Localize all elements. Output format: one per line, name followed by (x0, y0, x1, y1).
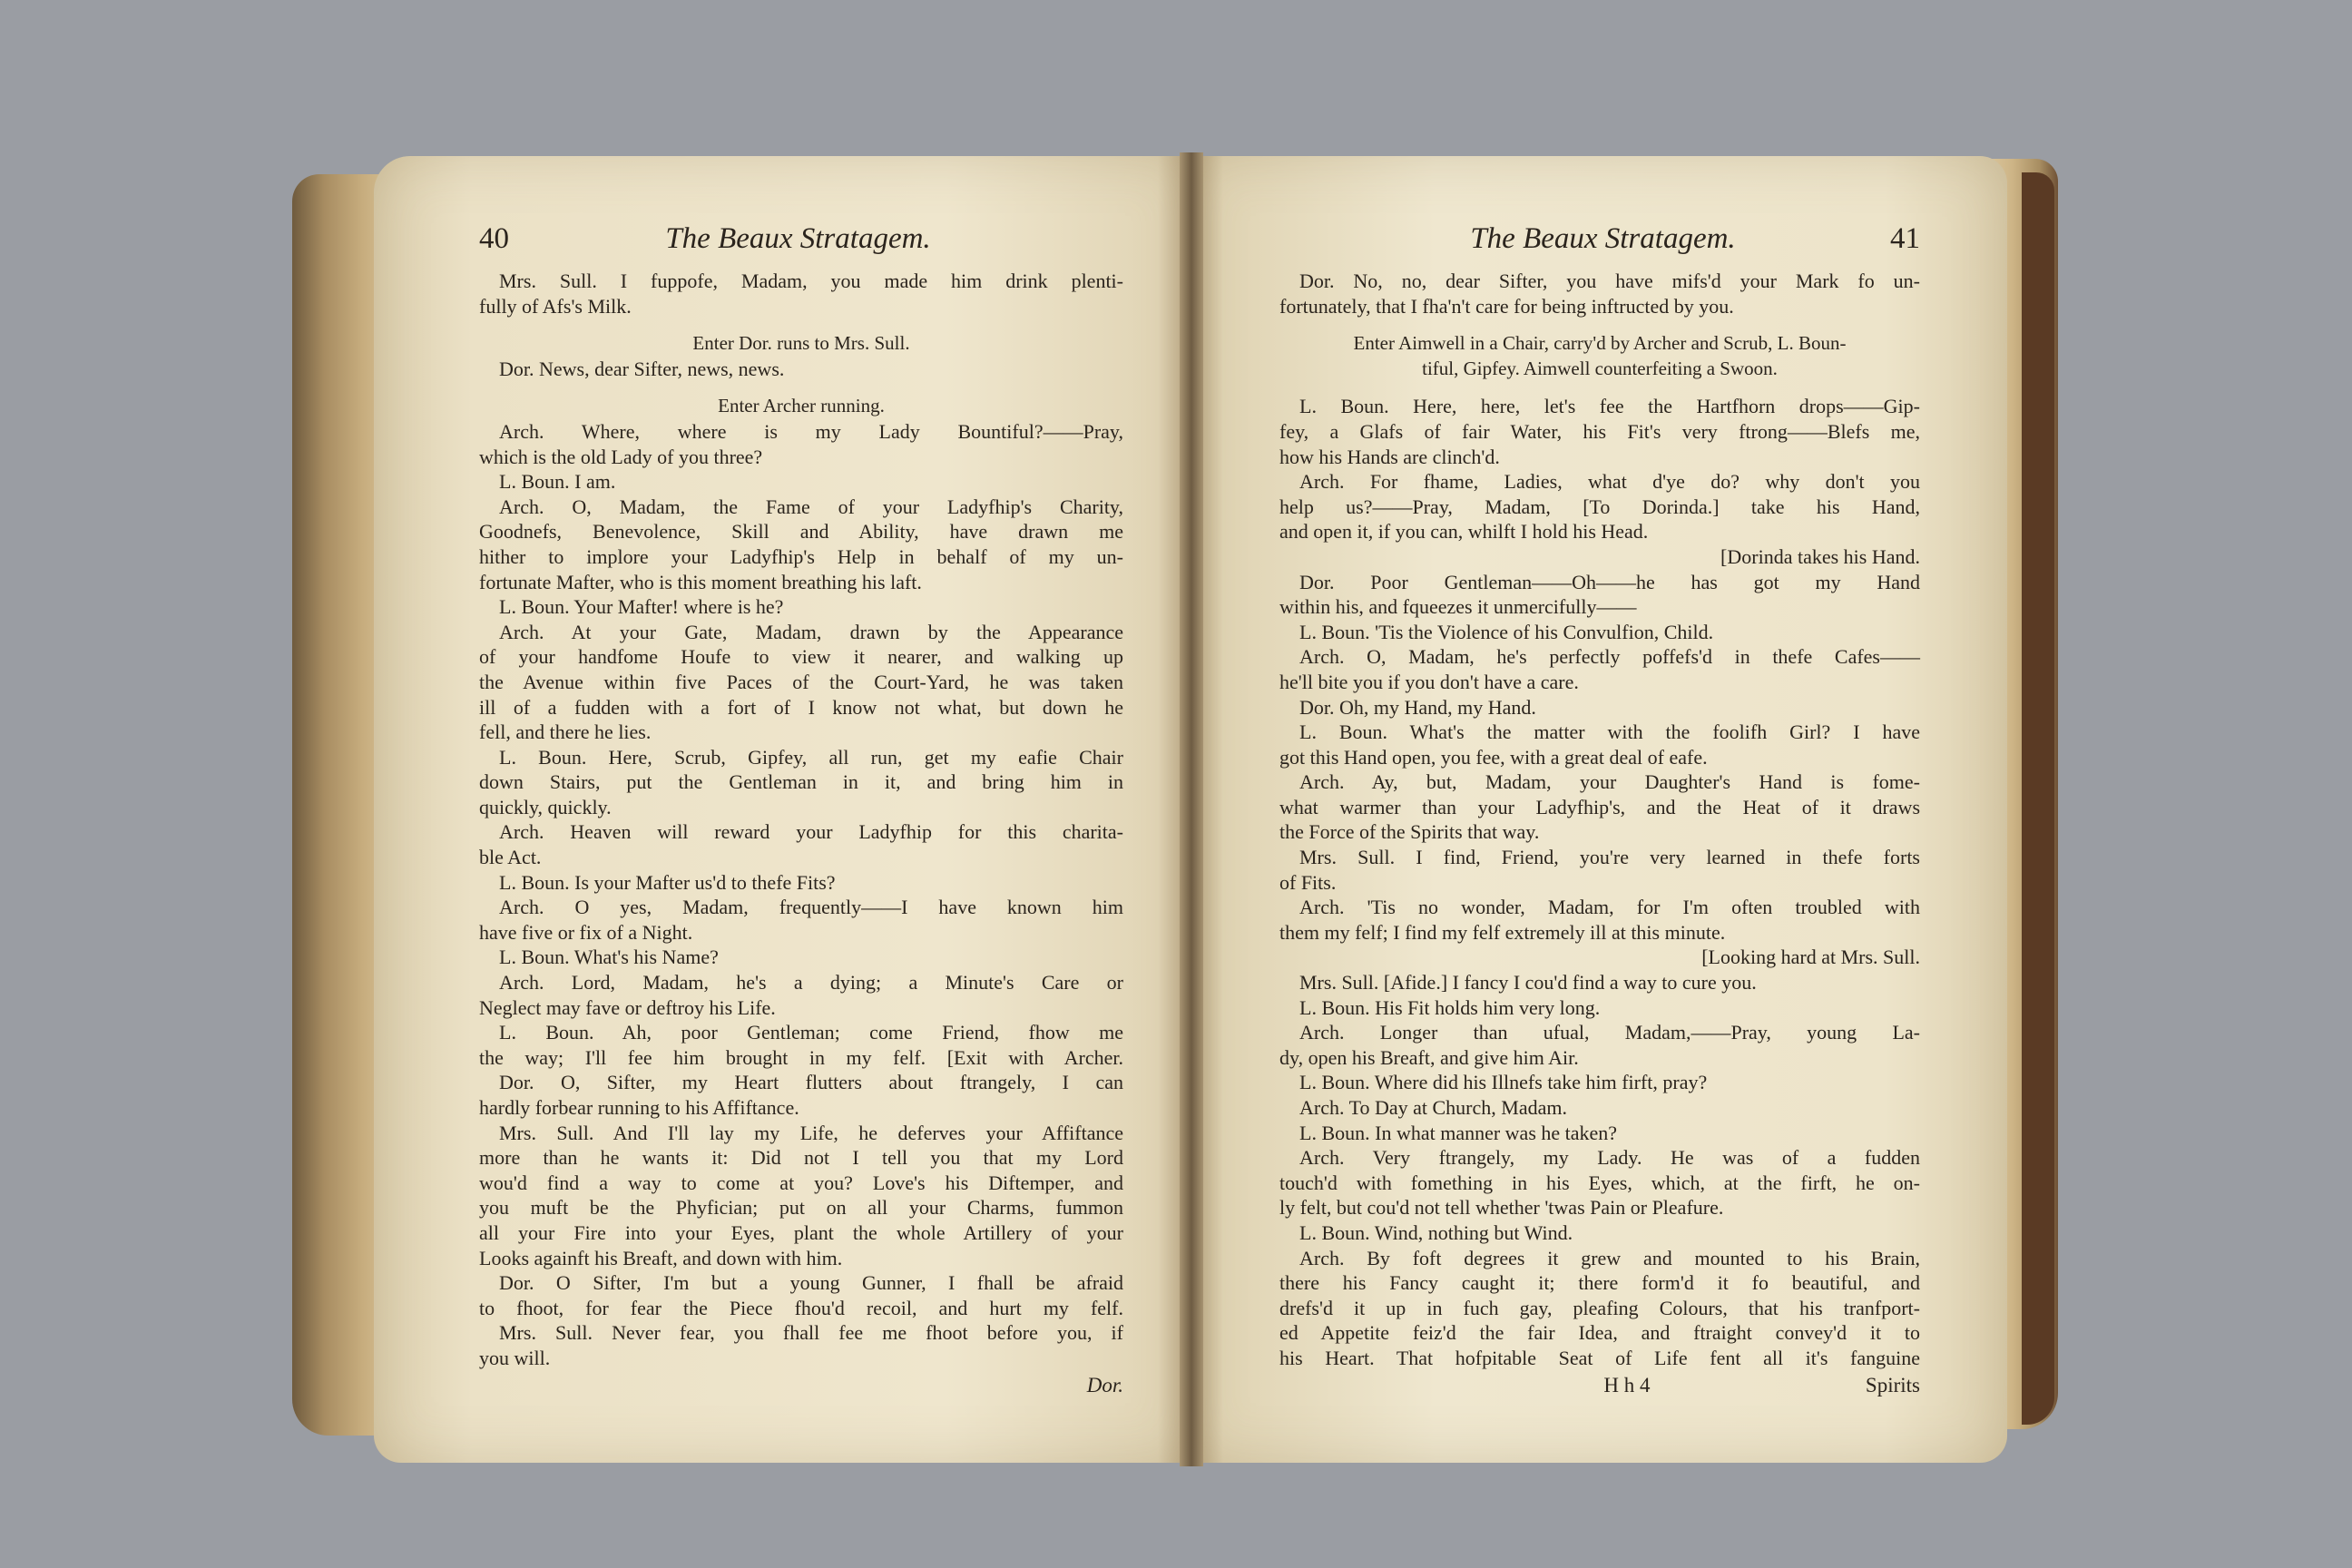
page-number: 41 (1889, 222, 1920, 255)
text-line: Mrs. Sull. I fuppofe, Madam, you made him drink plenti- (499, 270, 1123, 292)
text-line: hither to implore your Ladyfhip's Help in behalf of my un- (479, 544, 1123, 568)
text-line: L. Boun. Here, Scrub, Gipfey, all run, get my eafie Chair (499, 745, 1123, 769)
text-line: L. Boun. I am. (499, 470, 616, 494)
text-line: he'll bite you if you don't have a care. (1279, 670, 1579, 693)
text-line: L. Boun. 'Tis the Violence of his Convulfion, Child. (1299, 620, 1714, 643)
text-line: Arch. For fhame, Ladies, what d'ye do? why don't you (1299, 470, 1920, 494)
text-line: of your handfome Houfe to view it nearer, and walking up (479, 645, 1123, 669)
text-line: fully of Afs's Milk. (479, 294, 632, 318)
text-line: Arch. Where, where is my Lady Bountiful?——Pray, (499, 419, 1123, 443)
text-line: you will. (479, 1346, 551, 1369)
text-line: Dor. O, Sifter, my Heart flutters about ftrangely, I can (499, 1071, 1123, 1094)
text-line: quickly, quickly. (479, 795, 612, 818)
text-line: Arch. At your Gate, Madam, drawn by the Appearance (499, 620, 1123, 643)
text-line: fey, a Glafs of fair Water, his Fit's very ftrong——Blefs me, (1279, 419, 1920, 443)
signature-mark: H h 4 (1603, 1373, 1651, 1396)
book-gutter (1180, 152, 1203, 1466)
text-line: L. Boun. Wind, nothing but Wind. (1299, 1220, 1573, 1244)
text-line: down Stairs, put the Gentleman in it, and bring him in (479, 770, 1123, 794)
text-line: L. Boun. What's the matter with the foolifh Girl? I have (1299, 720, 1920, 744)
text-line: drefs'd it up in fuch gay, pleafing Colours, that his tranfport- (1279, 1296, 1920, 1319)
text-line: L. Boun. Is your Mafter us'd to thefe Fits? (499, 870, 836, 894)
text-line: fell, and there he lies. (479, 720, 652, 744)
text-line: Mrs. Sull. [Afide.] I fancy I cou'd find a way to cure you. (1299, 971, 1757, 995)
right-page-text (1279, 222, 1920, 1397)
text-line: [Looking hard at Mrs. Sull. (1701, 946, 1920, 969)
left-page-text (479, 222, 1123, 1397)
text-line: wou'd find a way to come at you? Love's his Diftemper, and (479, 1171, 1123, 1194)
text-line: Arch. To Day at Church, Madam. (1299, 1096, 1567, 1119)
left-page-footer (479, 1373, 1123, 1398)
text-line: L. Boun. Your Mafter! where is he? (499, 595, 784, 619)
catchword: Spirits (1865, 1373, 1920, 1396)
text-line: L. Boun. Here, here, let's fee the Hartfhorn drops——Gip- (1299, 395, 1920, 418)
text-line: got this Hand open, you fee, with a great deal of eafe. (1279, 745, 1708, 769)
text-line: fortunate Mafter, who is this moment breathing his laft. (479, 570, 922, 593)
text-line: L. Boun. His Fit holds him very long. (1299, 995, 1601, 1019)
text-line: Arch. O, Madam, he's perfectly poffefs'd in thefe Cafes—— (1299, 645, 1920, 669)
left-page-header (479, 222, 1123, 263)
text-line: you muft be the Phyfician; put on all your Charms, fummon (479, 1196, 1123, 1220)
text-line: fortunately, that I fha'n't care for being inftructed by you. (1279, 294, 1734, 318)
text-line: L. Boun. Ah, poor Gentleman; come Friend, fhow me (499, 1021, 1123, 1044)
text-line: [Dorinda takes his Hand. (1720, 544, 1920, 568)
line-gap (1279, 318, 1920, 331)
text-line: Dor. O Sifter, I'm but a young Gunner, I fhall be afraid (499, 1271, 1123, 1295)
text-line: his Heart. That hofpitable Seat of Life fent all it's fanguine (1279, 1346, 1920, 1369)
text-line: Dor. Poor Gentleman——Oh——he has got my Hand (1299, 570, 1920, 593)
text-line: Arch. By foft degrees it grew and mounted to his Brain, (1299, 1246, 1920, 1269)
page-number: 40 (479, 222, 509, 255)
text-line: of Fits. (1279, 870, 1337, 894)
text-line: Arch. Very ftrangely, my Lady. He was of a fudden (1299, 1146, 1920, 1170)
running-title: The Beaux Stratagem. (1470, 222, 1736, 255)
text-line: tiful, Gipfey. Aimwell counterfeiting a Swoon. (1422, 357, 1778, 379)
text-line: within his, and fqueezes it unmercifully—— (1279, 595, 1637, 619)
text-line: L. Boun. What's his Name? (499, 946, 719, 969)
text-line: Arch. Heaven will reward your Ladyfhip for this charita- (499, 820, 1123, 844)
text-line: Dor. No, no, dear Sifter, you have mifs'd your Mark fo un- (1299, 270, 1920, 292)
text-line: have five or fix of a Night. (479, 920, 693, 944)
text-line: ble Act. (479, 846, 542, 869)
text-line: Dor. Oh, my Hand, my Hand. (1299, 695, 1536, 719)
line-gap (479, 381, 1123, 394)
text-line: Arch. Ay, but, Madam, your Daughter's Hand is fome- (1299, 770, 1920, 794)
text-line: them my felf; I find my felf extremely ill at this minute. (1279, 920, 1726, 944)
text-line: to fhoot, for fear the Piece fhou'd recoil, and hurt my felf. (479, 1296, 1123, 1319)
right-page-header (1279, 222, 1920, 263)
book-cover-edge (2022, 172, 2054, 1425)
text-line: Arch. O yes, Madam, frequently——I have known him (499, 896, 1123, 919)
text-line: more than he wants it: Did not I tell you that my Lord (479, 1146, 1123, 1170)
text-line: the way; I'll fee him brought in my felf. [Exit with Archer. (479, 1045, 1123, 1069)
text-line: ill of a fudden with a fort of I know not what, but down he (479, 695, 1123, 719)
text-line: and open it, if you can, whilft I hold his Head. (1279, 520, 1649, 544)
text-line: Mrs. Sull. And I'll lay my Life, he deferves your Affiftance (499, 1121, 1123, 1144)
text-line: help us?——Pray, Madam, [To Dorinda.] take his Hand, (1279, 495, 1920, 518)
text-line: ed Appetite feiz'd the fair Idea, and ftraight convey'd it to (1279, 1321, 1920, 1345)
text-line: the Force of the Spirits that way. (1279, 820, 1540, 844)
line-gap (1279, 381, 1920, 394)
text-line: Enter Dor. runs to Mrs. Sull. (692, 332, 910, 355)
text-line: Dor. News, dear Sifter, news, news. (499, 357, 785, 380)
text-line: hardly forbear running to his Affiftance. (479, 1096, 799, 1119)
text-line: Mrs. Sull. I find, Friend, you're very learned in thefe forts (1299, 846, 1920, 869)
text-line: dy, open his Breaft, and give him Air. (1279, 1045, 1579, 1069)
text-line: the Avenue within five Paces of the Court-Yard, he was taken (479, 670, 1123, 693)
text-line: Looks againft his Breaft, and down with him. (479, 1246, 843, 1269)
line-gap (479, 318, 1123, 331)
text-line: Mrs. Sull. Never fear, you fhall fee me fhoot before you, if (499, 1321, 1123, 1345)
text-line: Arch. 'Tis no wonder, Madam, for I'm often troubled with (1299, 896, 1920, 919)
text-line: Arch. Lord, Madam, he's a dying; a Minute's Care or (499, 971, 1123, 995)
text-line: Neglect may fave or deftroy his Life. (479, 995, 776, 1019)
text-line: ly felt, but cou'd not tell whether 'twas Pain or Pleafure. (1279, 1196, 1724, 1220)
right-page-footer (1279, 1373, 1920, 1398)
text-line: all your Fire into your Eyes, plant the whole Artillery of your (479, 1220, 1123, 1244)
text-line: L. Boun. Where did his Illnefs take him firft, pray? (1299, 1071, 1708, 1094)
text-line: Enter Archer running. (718, 395, 885, 417)
text-line: L. Boun. In what manner was he taken? (1299, 1121, 1618, 1144)
catchword: Dor. (1086, 1373, 1123, 1396)
text-line: Arch. O, Madam, the Fame of your Ladyfhip's Charity, (499, 495, 1123, 518)
text-line: Enter Aimwell in a Chair, carry'd by Archer and Scrub, L. Boun- (1353, 332, 1847, 355)
right-page-lines (1279, 269, 1920, 1371)
text-line: which is the old Lady of you three? (479, 445, 763, 468)
running-title: The Beaux Stratagem. (665, 222, 931, 255)
text-line: there his Fancy caught it; there form'd it fo beautiful, and (1279, 1271, 1920, 1295)
text-line: Goodnefs, Benevolence, Skill and Ability, have drawn me (479, 520, 1123, 544)
text-line: how his Hands are clinch'd. (1279, 445, 1500, 468)
text-line: Arch. Longer than ufual, Madam,——Pray, young La- (1299, 1021, 1920, 1044)
text-line: touch'd with fomething in his Eyes, which, at the firft, he on- (1279, 1171, 1920, 1194)
text-line: what warmer than your Ladyfhip's, and the Heat of it draws (1279, 795, 1920, 818)
left-page-lines (479, 269, 1123, 1371)
